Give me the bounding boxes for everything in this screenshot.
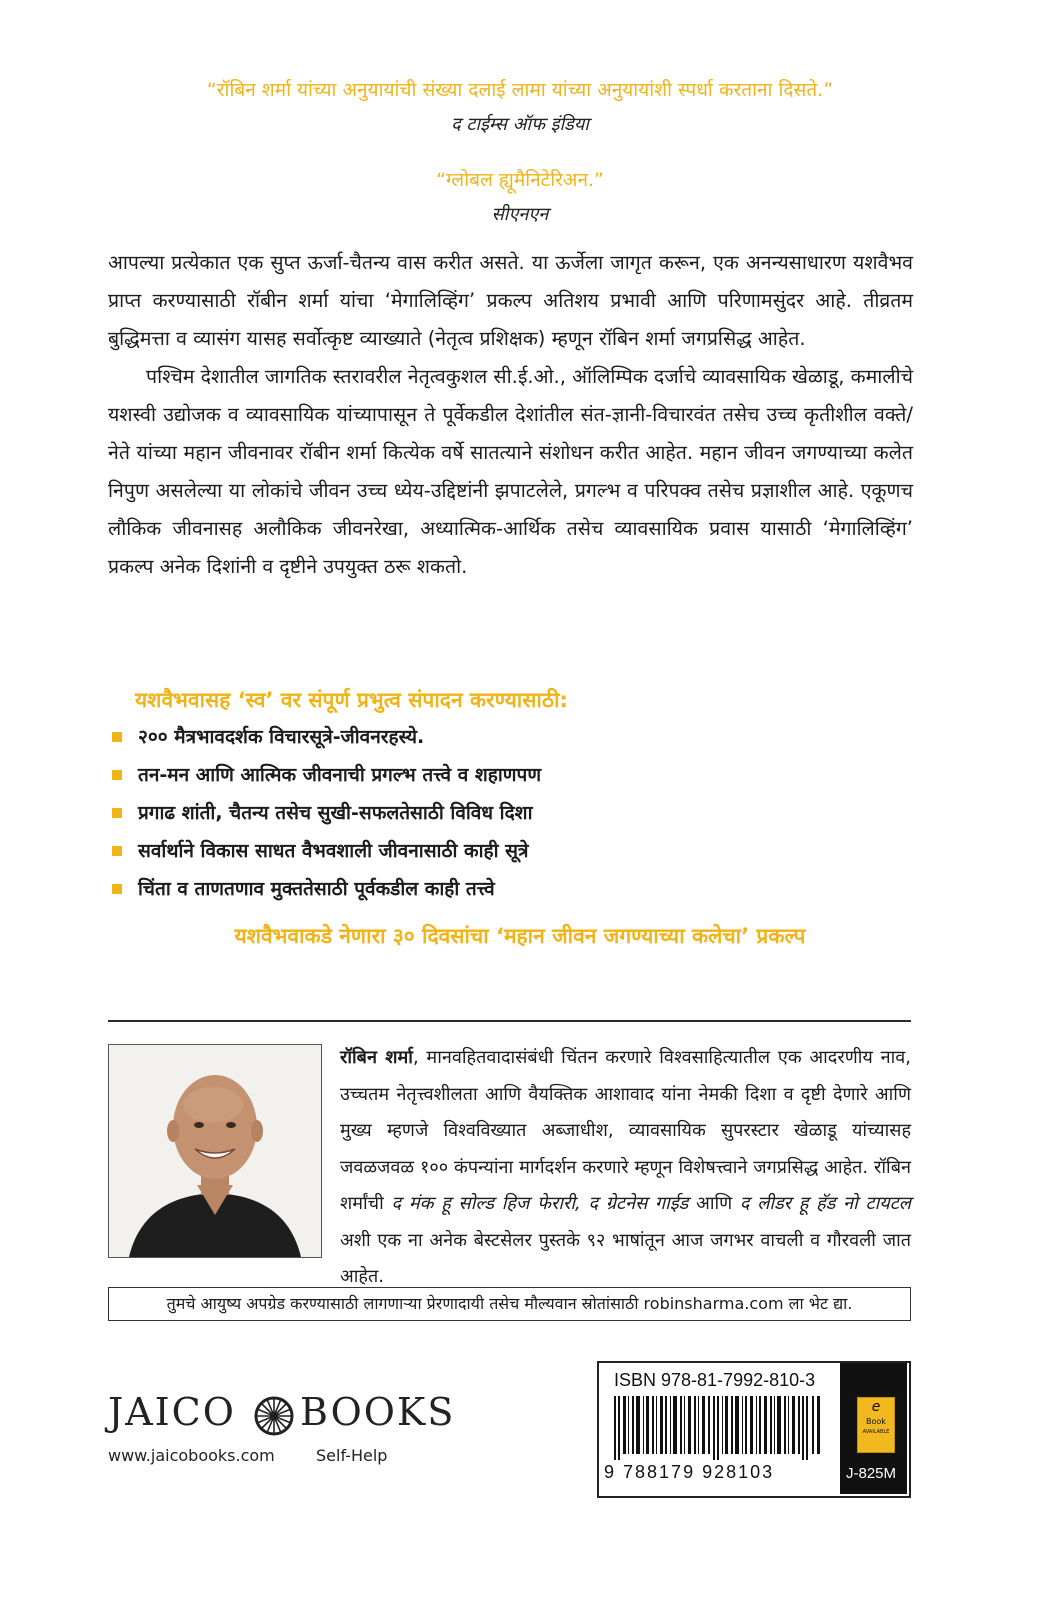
quote-2-source: सीएनएन: [491, 204, 549, 225]
bullet-square-icon: [112, 732, 122, 742]
ashoka-wheel-logo-icon: [254, 1396, 294, 1440]
list-item: सर्वार्थाने विकास साधत वैभवशाली जीवनासाठी काही सूत्रे: [108, 832, 928, 870]
benefits-list: [108, 718, 928, 908]
bullet-square-icon: [112, 770, 122, 780]
divider: [108, 1020, 911, 1022]
list-item: प्रगाढ शांती, चैतन्य तसेच सुखी-सफलतेसाठी विविध दिशा: [108, 794, 928, 832]
book-title-3: द लीडर हू हॅड नो टायटल: [739, 1193, 912, 1214]
tagline: यशवैभवाकडे नेणारा ३० दिवसांचा ‘महान जीवन जगण्याच्या कलेचा’ प्रकल्प: [234, 924, 806, 948]
intro-paragraph-2: पश्चिम देशातील जागतिक स्तरावरील नेतृत्वकुशल सी.ई.ओ., ऑलिम्पिक दर्जाचे व्यावसायिक खेळाडू, कमालीचे यशस्वी उद्योजक व व्यावसायिक यांच्यापासून ते पूर्वेकडील देशांतील संत-ज्ञानी-विचारवंत तसेच उच्च कृतीशील वक्ते/नेते यांच्या महान जीवनावर रॉबीन शर्मा कित्येक वर्षे सातत्याने संशोधन करीत आहेत. महान जीवन जगण्याच्या कलेत निपुण असलेल्या या लोकांचे जीवन उच्च ध्येय-उद्दिष्टांनी झपाटलेले, प्रगल्भ व परिपक्व तसेच प्रज्ञाशील आहे. एकूणच लौकिक जीवनासह अलौकिक जीवनरेखा, अध्यात्मिक-आर्थिक तसेच व्यावसायिक प्रवास यासाठी ‘मेगालिव्हिंग’ प्रकल्प अनेक दिशांनी व दृष्टीने उपयुक्त ठरू शकतो.: [108, 365, 913, 578]
author-name: रॉबिन शर्मा: [340, 1047, 413, 1068]
list-item: चिंता व ताणतणाव मुक्ततेसाठी पूर्वकडील काही तत्त्वे: [108, 870, 928, 908]
publisher-url: www.jaicobooks.com: [108, 1446, 275, 1465]
product-code: J-825M: [846, 1465, 897, 1482]
intro-text: [108, 244, 913, 586]
bullet-square-icon: [112, 808, 122, 818]
barcode-digits: 9 788179 928103: [604, 1462, 775, 1482]
quote-2: “ग्लोबल ह्यूमैनिटेरिअन.”: [436, 169, 604, 191]
intro-paragraph-1: आपल्या प्रत्येकात एक सुप्त ऊर्जा-चैतन्य वास करीत असते. या ऊर्जेला जागृत करून, एक अनन्यसाधारण यशवैभव प्राप्त करण्यासाठी रॉबीन शर्मा यांचा ‘मेगालिव्हिंग’ प्रकल्प अतिशय प्रभावी आणि परिणामसुंदर आहे. तीव्रतम बुद्धिमत्ता व व्यासंग यासह सर्वोत्कृष्ट व्याख्याते (नेतृत्व प्रशिक्षक) म्हणून रॉबिन शर्मा जगप्रसिद्ध आहेत.: [108, 251, 913, 350]
bullet-square-icon: [112, 884, 122, 894]
book-title-2: द ग्रेटनेस गाईड: [588, 1193, 689, 1214]
website-note: तुमचे आयुष्य अपग्रेड करण्यासाठी लागणाऱ्या प्रेरणादायी तसेच मौल्यवान स्रोतांसाठी robinsharma.com ला भेट द्या.: [108, 1287, 911, 1321]
quote-1-source: द टाईम्स ऑफ इंडिया: [451, 114, 589, 135]
book-category: Self-Help: [316, 1446, 388, 1465]
list-item: तन-मन आणि आत्मिक जीवनाची प्रगल्भ तत्त्वे व शहाणपण: [108, 756, 928, 794]
author-bio: रॉबिन शर्मा, मानवहितवादासंबंधी चिंतन करणारे विश्वसाहित्यातील एक आदरणीय नाव, उच्चतम नेतृत्त्वशीलता आणि वैयक्तिक आशावाद यांना नेमकी दिशा व दृष्टी देणारे आणि मुख्य म्हणजे विश्वविख्यात अब्जाधीश, व्यावसायिक सुपरस्टार खेळाडू यांच्यासह जवळजवळ १०० कंपन्यांना मार्गदर्शन करणारे म्हणून विशेषत्त्वाने जगप्रसिद्ध आहेत. रॉबिन शर्मांची द मंक हू सोल्ड हिज फेरारी, द ग्रेटनेस गाईड आणि द लीडर हू हॅड नो टायटल अशी एक ना अनेक बेस्टसेलर पुस्तके ९२ भाषांतून आज जगभर वाचली व गौरवली जात आहेत.: [340, 1047, 912, 1287]
ebook-badge-icon: e Book AVAILABLE: [857, 1397, 895, 1453]
benefits-heading: यशवैभवासह ‘स्व’ वर संपूर्ण प्रभुत्व संपादन करण्यासाठी:: [135, 688, 568, 712]
publisher-name-right: BOOKS: [300, 1390, 456, 1434]
publisher-name-left: JAICO: [108, 1390, 236, 1434]
book-title-1: द मंक हू सोल्ड हिज फेरारी,: [391, 1193, 581, 1214]
author-photo: [108, 1044, 322, 1258]
quote-1: “रॉबिन शर्मा यांच्या अनुयायांची संख्या दलाई लामा यांच्या अनुयायांशी स्पर्धा करताना दिसते.”: [206, 79, 834, 101]
barcode-icon: [614, 1396, 824, 1464]
isbn-label: ISBN 978-81-7992-810-3: [614, 1370, 816, 1390]
list-item: २०० मैत्रभावदर्शक विचारसूत्रे-जीवनरहस्ये.: [108, 718, 928, 756]
bullet-square-icon: [112, 846, 122, 856]
